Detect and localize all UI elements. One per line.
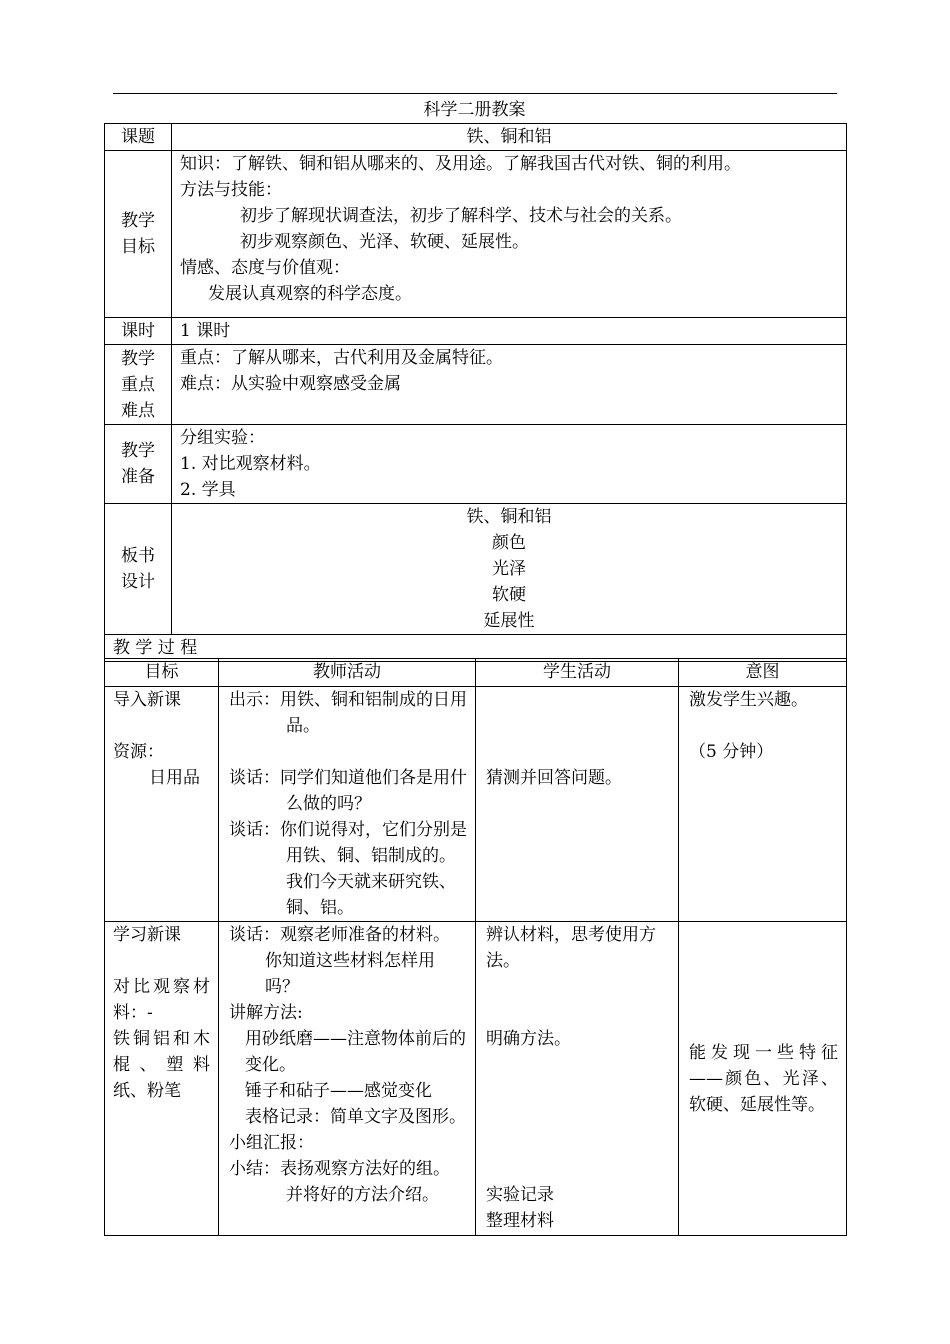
goal-method-2: 初步观察颜色、光泽、软硬、延展性。 bbox=[240, 232, 529, 252]
row2-intent: 能发现一些特征——颜色、光泽、软硬、延展性等。 bbox=[679, 922, 847, 1236]
process-table bbox=[104, 658, 847, 1236]
row2-goal: 学习新课 对比观察材料：- 铁铜铝和木棍、塑料纸、粉笔 bbox=[105, 922, 219, 1236]
hours-label: 课时 bbox=[105, 318, 172, 345]
row1-teacher: 出示：用铁、铜和铝制成的日用品。 谈话：同学们知道他们各是用什么做的吗？ 谈话：你们说得对，它们分别是用铁、铜、铝制成的。我们今天就来研究铁、铜、铝。 bbox=[219, 687, 476, 922]
board-line: 颜色 bbox=[492, 533, 526, 553]
goals-label: 教学 目标 bbox=[105, 151, 172, 318]
key-label: 教学 重点 难点 bbox=[105, 345, 172, 425]
page-header: 科学二册教案 bbox=[423, 100, 526, 120]
goal-emotion-title: 情感、态度与价值观： bbox=[180, 258, 350, 278]
prep-item-1: 1. 对比观察材料。 bbox=[180, 454, 321, 474]
board-line: 延展性 bbox=[483, 611, 535, 631]
prep-content bbox=[172, 425, 847, 504]
goals-content bbox=[172, 151, 847, 318]
goal-knowledge: 知识：了解铁、铜和铝从哪来的、及用途。了解我国古代对铁、铜的利用。 bbox=[180, 154, 741, 174]
row2-teacher: 谈话：观察老师准备的材料。 你知道这些材料怎样用吗？ 讲解方法: 用砂纸磨——注意物体前后的变化。 锤子和砧子——感觉变化 表格记录：简单文字及图形。 小组汇报： 小结：表扬观察方法好的组。 并将好的方法介绍。 bbox=[219, 922, 476, 1236]
board-line: 软硬 bbox=[492, 585, 526, 605]
board-content bbox=[172, 504, 847, 635]
header-student: 学生活动 bbox=[476, 659, 679, 687]
key-content bbox=[172, 345, 847, 425]
key-point: 重点：了解从哪来，古代利用及金属特征。 bbox=[180, 348, 503, 368]
header-intent: 意图 bbox=[679, 659, 847, 687]
board-line: 光泽 bbox=[492, 559, 526, 579]
process-title: 教 学 过 程 bbox=[105, 635, 847, 662]
difficult-point: 难点：从实验中观察感受金属 bbox=[180, 374, 401, 394]
header-goal: 目标 bbox=[105, 659, 219, 687]
goal-method-1: 初步了解现状调查法，初步了解科学、技术与社会的关系。 bbox=[240, 206, 682, 226]
header-rule bbox=[113, 93, 837, 94]
topic-value: 铁、铜和铝 bbox=[172, 124, 847, 151]
header-teacher: 教师活动 bbox=[219, 659, 476, 687]
board-line: 铁、铜和铝 bbox=[466, 507, 552, 527]
goal-emotion: 发展认真观察的科学态度。 bbox=[208, 284, 412, 304]
goal-method-title: 方法与技能： bbox=[180, 180, 282, 200]
prep-label: 教学 准备 bbox=[105, 425, 172, 504]
prep-item-2: 2. 学具 bbox=[180, 480, 236, 500]
row1-intent: 激发学生兴趣。 （5 分钟） bbox=[679, 687, 847, 922]
board-label: 板书 设计 bbox=[105, 504, 172, 635]
row1-student: 猜测并回答问题。 bbox=[476, 687, 679, 922]
topic-label: 课题 bbox=[105, 124, 172, 151]
hours-value: 1 课时 bbox=[172, 318, 847, 345]
prep-title: 分组实验： bbox=[180, 428, 265, 448]
row2-student: 辨认材料，思考使用方法。 明确方法。 实验记录 整理材料 bbox=[476, 922, 679, 1236]
row1-goal: 导入新课 资源： 日用品 bbox=[105, 687, 219, 922]
lesson-info-table bbox=[104, 123, 847, 662]
